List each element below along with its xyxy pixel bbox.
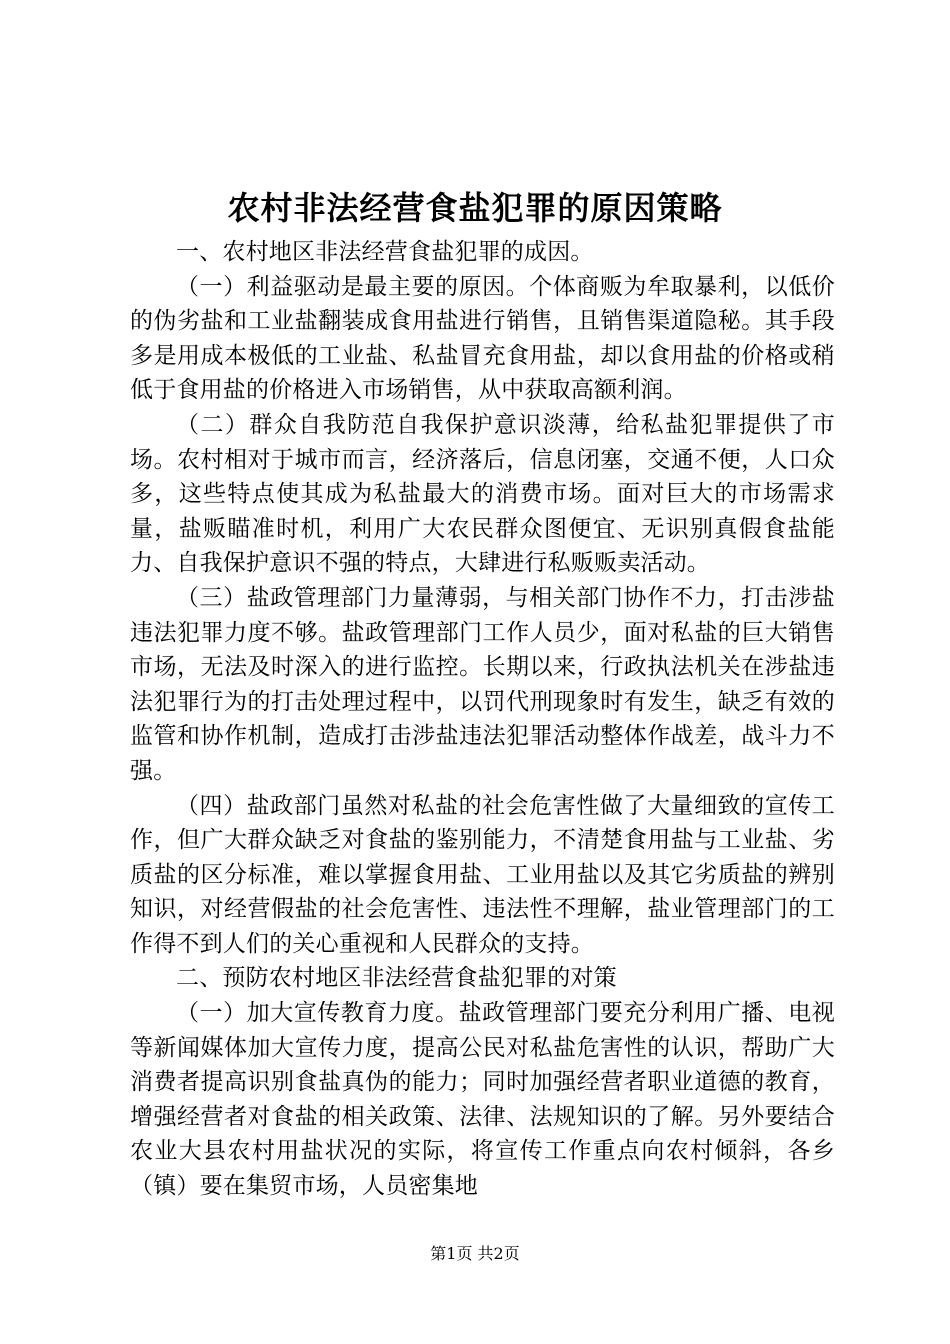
paragraph-5: （一）加大宣传教育力度。盐政管理部门要充分利用广播、电视等新闻媒体加大宣传力度，提高公民对私盐危害性的认识，帮助广大消费者提高识别食盐真伪的能力；同时加强经营者职业道德的教育，增强经营者对食盐的相关政策、法律、法规知识的了解。另外要结合农业大县农村用盐状况的实际，将宣传工作重点向农村倾斜，各乡（镇）要在集贸市场，人员密集地 [130,1000,835,1200]
document-body [130,235,835,1204]
paragraph-1: （一）利益驱动是最主要的原因。个体商贩为牟取暴利，以低价的伪劣盐和工业盐翻装成食用盐进行销售，且销售渠道隐秘。其手段多是用成本极低的工业盐、私盐冒充食用盐，却以食用盐的价格或稍低于食用盐的价格进入市场销售，从中获取高额利润。 [130,273,835,404]
section-heading-2: 二、预防农村地区非法经营食盐犯罪的对策 [176,965,617,992]
paragraph-3: （三）盐政管理部门力量薄弱，与相关部门协作不力，打击涉盐违法犯罪力度不够。盐政管理部门工作人员少，面对私盐的巨大销售市场，无法及时深入的进行监控。长期以来，行政执法机关在涉盐违法犯罪行为的打击处理过程中，以罚代刑现象时有发生，缺乏有效的监管和协作机制，造成打击涉盐违法犯罪活动整体作战差，战斗力不强。 [130,584,835,784]
section-heading-1: 一、农村地区非法经营食盐犯罪的成因。 [176,239,594,265]
paragraph-4: （四）盐政部门虽然对私盐的社会危害性做了大量细致的宣传工作，但广大群众缺乏对食盐的鉴别能力，不清楚食用盐与工业盐、劣质盐的区分标准，难以掌握食用盐、工业用盐以及其它劣质盐的辨别知识，对经营假盐的社会危害性、违法性不理解，盐业管理部门的工作得不到人们的关心重视和人民群众的支持。 [130,792,835,957]
paragraph-2: （二）群众自我防范自我保护意识淡薄，给私盐犯罪提供了市场。农村相对于城市而言，经济落后，信息闭塞，交通不便，人口众多，这些特点使其成为私盐最大的消费市场。面对巨大的市场需求量，盐贩瞄准时机，利用广大农民群众图便宜、无识别真假食盐能力、自我保护意识不强的特点，大肆进行私贩贩卖活动。 [130,411,835,577]
document-title: 农村非法经营食盐犯罪的原因策略 [227,189,723,227]
page-number-footer: 第1页 共2页 [430,1244,520,1263]
